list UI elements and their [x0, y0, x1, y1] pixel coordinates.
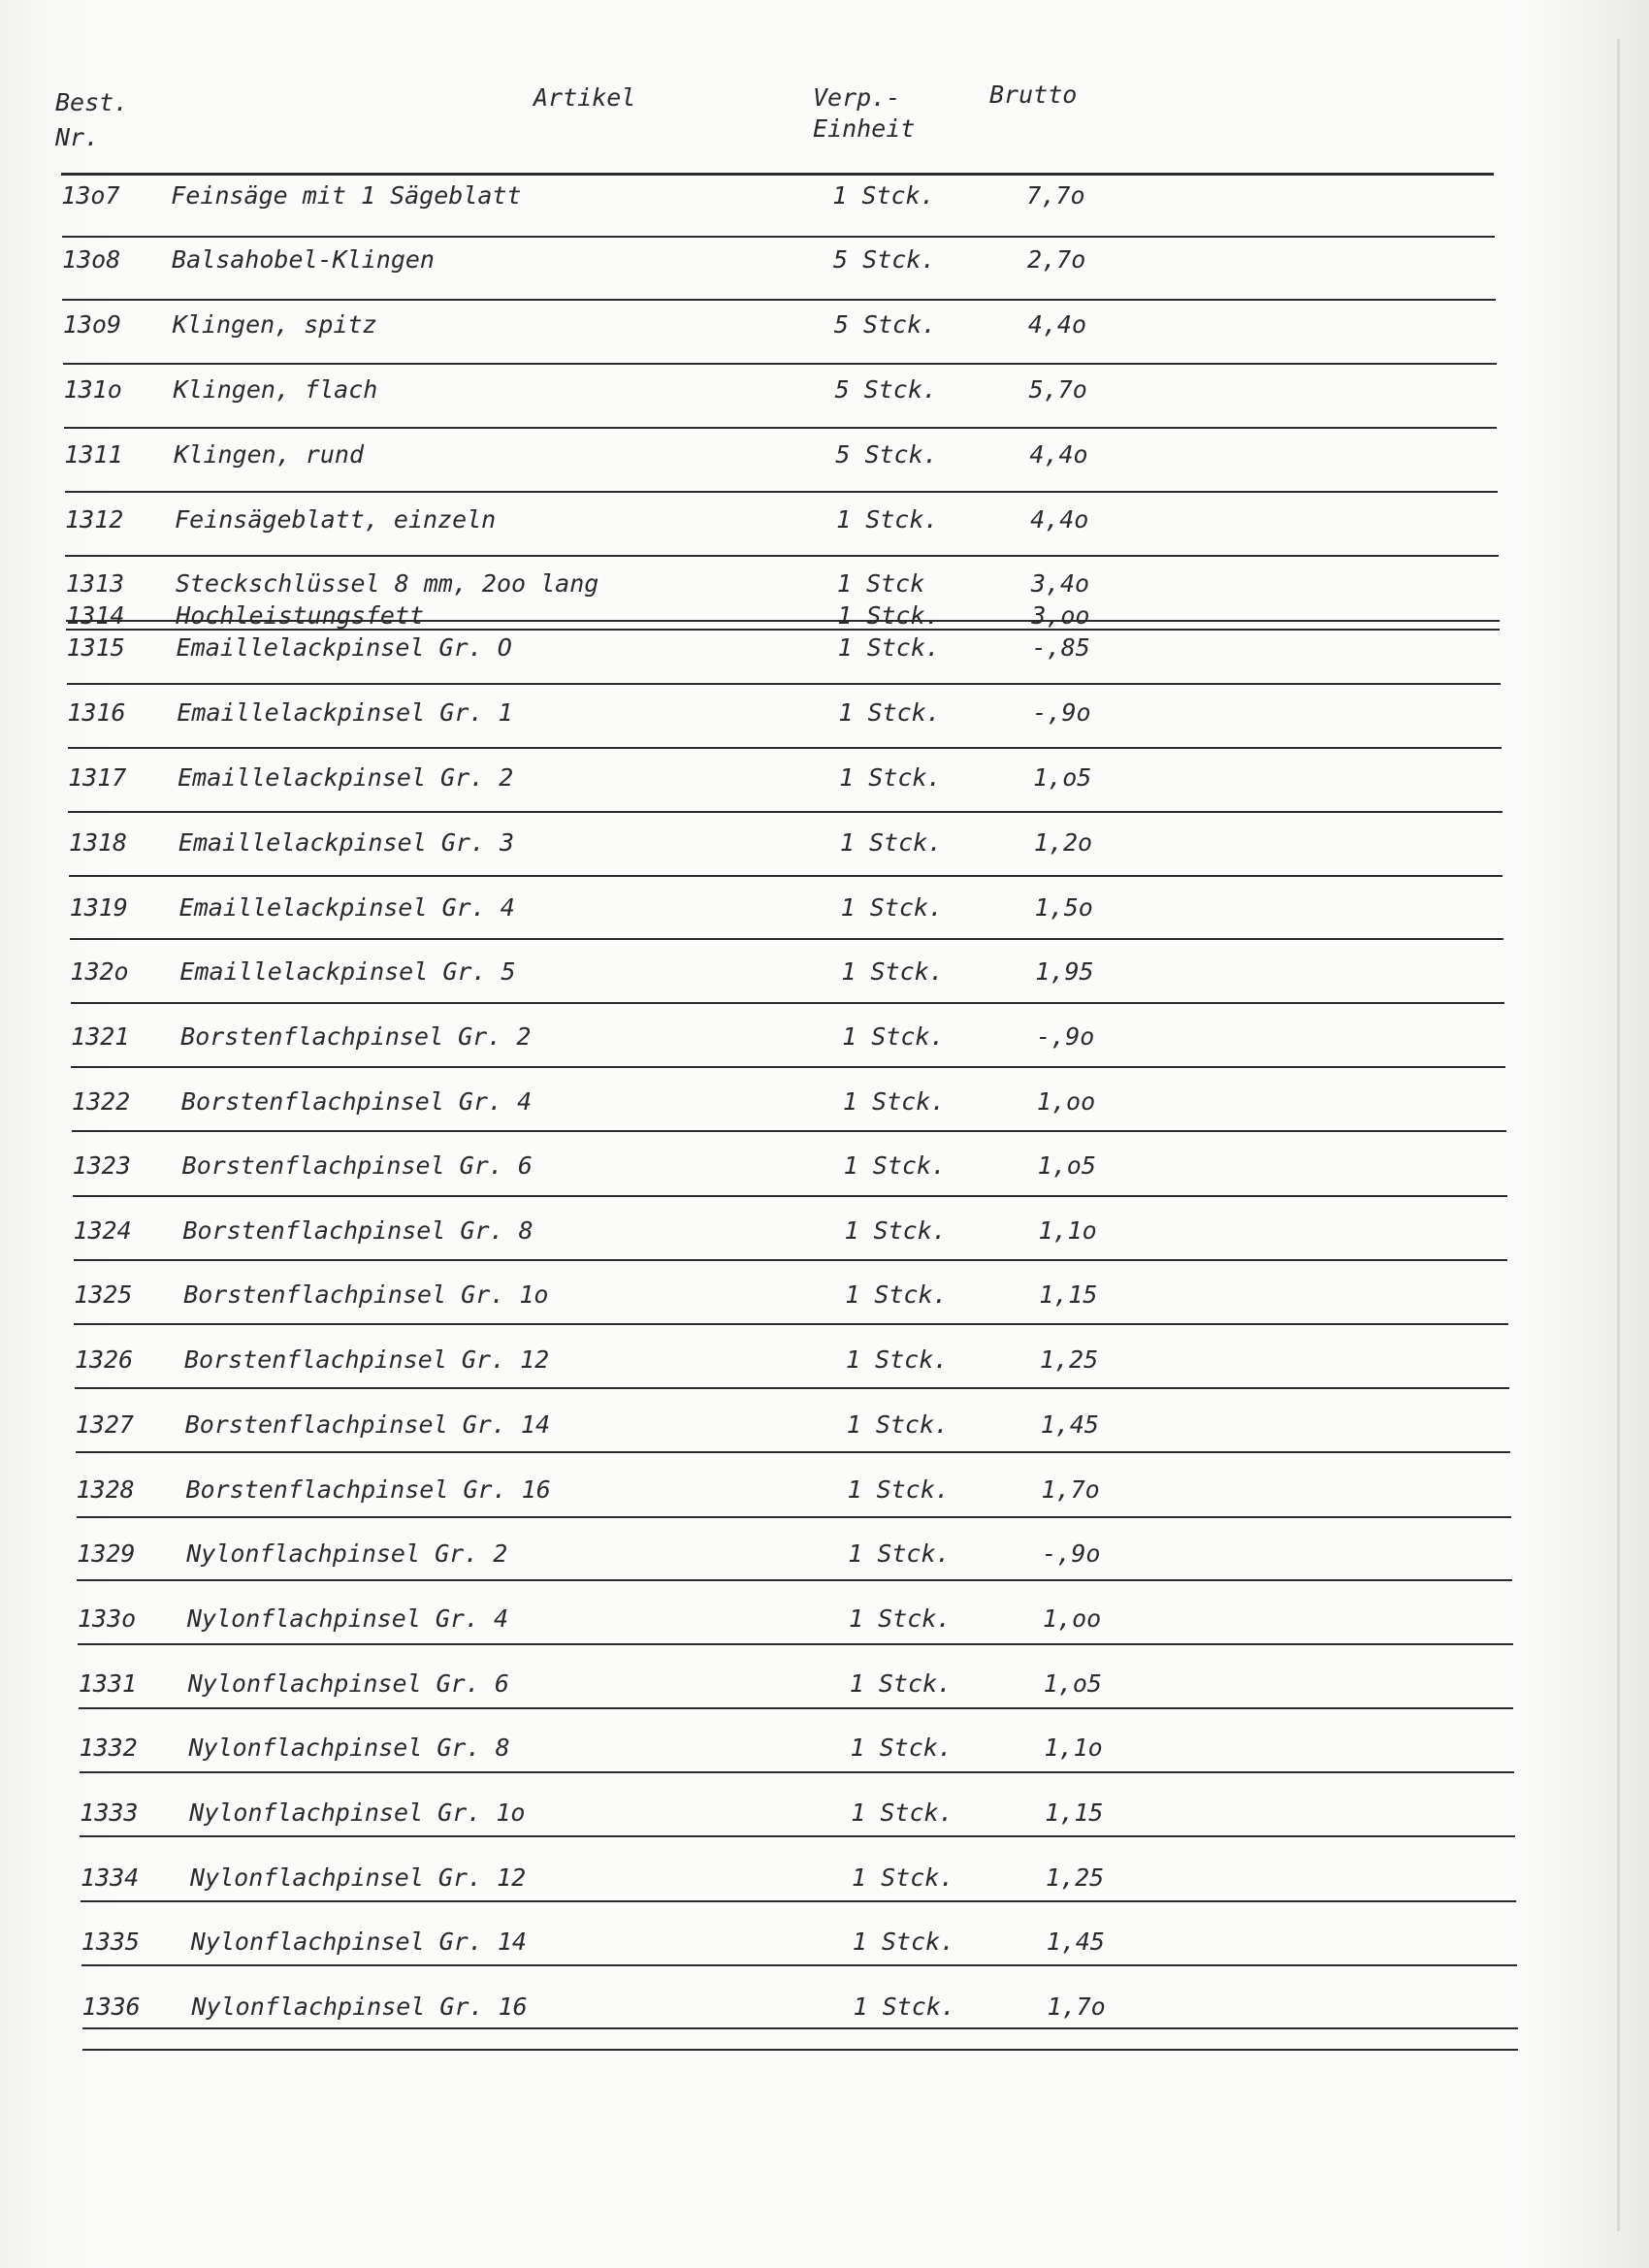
packaging-unit: 1 Stck.: [848, 1604, 952, 1633]
gross-price: 5,7o: [1028, 375, 1087, 404]
table-row: [67, 697, 1425, 729]
article-number: 1313: [65, 569, 125, 598]
article-name: Klingen, spitz: [172, 310, 377, 339]
article-number: 1315: [66, 633, 125, 662]
row-separator-line: [77, 1516, 1511, 1518]
header-artikel-label: Artikel: [534, 83, 636, 112]
table-row: [81, 1926, 1439, 1959]
article-number: 1328: [76, 1475, 135, 1504]
article-name: Feinsäge mit 1 Sägeblatt: [171, 181, 522, 210]
packaging-unit: 1 Stck: [836, 569, 925, 598]
gross-price: 1,oo: [1036, 1087, 1096, 1116]
article-name: Nylonflachpinsel Gr. 16: [191, 1993, 528, 2021]
packaging-unit: 5 Stck.: [833, 245, 936, 274]
article-number: 1321: [71, 1022, 130, 1051]
table-row: [81, 1862, 1439, 1895]
gross-price: 1,15: [1045, 1798, 1104, 1827]
article-name: Nylonflachpinsel Gr. 14: [190, 1928, 527, 1956]
header-verp-label-1: Verp.-: [813, 83, 901, 112]
table-row: [77, 1538, 1435, 1571]
article-number: 1324: [73, 1216, 132, 1245]
article-name: Nylonflachpinsel Gr. 4: [186, 1604, 509, 1633]
article-number: 1325: [74, 1280, 133, 1309]
row-separator-line: [73, 1195, 1507, 1197]
packaging-unit: 1 Stck.: [845, 1280, 948, 1309]
row-separator-line: [77, 1579, 1511, 1581]
article-number: 1314: [66, 601, 125, 630]
row-separator-line: [81, 1964, 1517, 1966]
packaging-unit: 1 Stck.: [846, 1410, 950, 1439]
table-row: [80, 1797, 1438, 1830]
packaging-unit: 1 Stck.: [845, 1345, 949, 1374]
row-separator-line: [80, 1835, 1515, 1837]
article-name: Nylonflachpinsel Gr. 8: [188, 1733, 510, 1762]
article-number: 1329: [77, 1539, 136, 1568]
packaging-unit: 1 Stck.: [849, 1669, 953, 1698]
article-name: Hochleistungsfett: [176, 601, 425, 630]
article-name: Klingen, flach: [173, 375, 378, 404]
article-number: 1317: [68, 763, 127, 792]
gross-price: 1,25: [1039, 1345, 1099, 1374]
packaging-unit: 1 Stck.: [847, 1475, 950, 1504]
gross-price: 1,1o: [1038, 1216, 1097, 1245]
article-name: Emaillelackpinsel Gr. 4: [178, 893, 515, 922]
article-name: Borstenflachpinsel Gr. 6: [181, 1151, 533, 1180]
row-separator-line: [76, 1451, 1510, 1453]
gross-price: -,9o: [1032, 698, 1091, 727]
table-row: [72, 1085, 1430, 1118]
packaging-unit: 1 Stck.: [853, 1993, 955, 2021]
article-name: Emaillelackpinsel Gr. 3: [178, 828, 515, 857]
header-verp-label-2: Einheit: [813, 114, 916, 143]
table-row: [71, 1021, 1429, 1053]
row-separator-line: [81, 1900, 1516, 1902]
packaging-unit: 1 Stck.: [836, 505, 939, 534]
table-row: [80, 1732, 1438, 1765]
article-number: 1322: [71, 1087, 131, 1116]
table-row: [73, 1215, 1431, 1247]
article-number: 1316: [67, 698, 126, 727]
article-name: Balsahobel-Klingen: [172, 245, 435, 274]
row-separator-line: [74, 1323, 1508, 1325]
gross-price: -,9o: [1036, 1022, 1095, 1051]
article-name: Borstenflachpinsel Gr. 2: [180, 1022, 532, 1051]
article-number: 1326: [74, 1345, 134, 1374]
packaging-unit: 1 Stck.: [842, 1022, 945, 1051]
table-row: [63, 308, 1421, 341]
table-row: [61, 179, 1419, 212]
article-number: 133o: [77, 1604, 137, 1633]
packaging-unit: 1 Stck.: [852, 1863, 954, 1892]
row-separator-line: [63, 363, 1496, 365]
row-separator-line: [82, 2049, 1518, 2051]
article-number: 1312: [65, 505, 124, 534]
packaging-unit: 1 Stck.: [852, 1928, 955, 1956]
row-separator-line: [68, 747, 1502, 749]
table-row: [68, 761, 1426, 794]
gross-price: -,9o: [1042, 1539, 1101, 1568]
article-number: 1318: [68, 828, 128, 857]
packaging-unit: 1 Stck.: [837, 601, 940, 630]
table-row: [67, 632, 1425, 664]
table-row: [65, 503, 1423, 536]
article-number: 1336: [81, 1993, 141, 2021]
row-separator-line: [68, 811, 1502, 813]
article-number: 1311: [64, 440, 123, 469]
gross-price: 1,o5: [1043, 1669, 1102, 1698]
article-name: Emaillelackpinsel Gr. O: [176, 633, 512, 662]
packaging-unit: 1 Stck.: [843, 1151, 947, 1180]
table-row: [66, 567, 1424, 600]
gross-price: 3,oo: [1031, 601, 1090, 630]
article-number: 1319: [69, 893, 128, 922]
article-name: Steckschlüssel 8 mm, 2oo lang: [175, 569, 599, 598]
article-number: 1331: [78, 1669, 137, 1698]
packaging-unit: 1 Stck.: [844, 1216, 947, 1245]
gross-price: 1,oo: [1042, 1604, 1102, 1633]
packaging-unit: 5 Stck.: [834, 375, 937, 404]
row-separator-line: [69, 875, 1503, 877]
row-separator-line: [74, 1259, 1508, 1261]
article-name: Nylonflachpinsel Gr. 1o: [189, 1798, 526, 1827]
table-row: [74, 1279, 1432, 1312]
packaging-unit: 1 Stck.: [850, 1733, 953, 1762]
article-name: Emaillelackpinsel Gr. 5: [179, 957, 516, 986]
gross-price: 1,45: [1040, 1410, 1099, 1439]
packaging-unit: 5 Stck.: [833, 310, 937, 339]
article-number: 1323: [72, 1151, 131, 1180]
table-row: [79, 1668, 1437, 1701]
gross-price: 1,o5: [1033, 763, 1092, 792]
article-number: 13o9: [62, 310, 122, 339]
packaging-unit: 1 Stck.: [848, 1539, 951, 1568]
row-separator-line: [79, 1707, 1513, 1709]
article-name: Borstenflachpinsel Gr. 4: [180, 1087, 533, 1116]
header-nr-label-1: Best.: [55, 88, 129, 116]
table-row: [62, 243, 1420, 276]
gross-price: 1,95: [1035, 957, 1094, 986]
gross-price: 4,4o: [1029, 440, 1088, 469]
article-number: 13o7: [61, 181, 120, 210]
packaging-unit: 1 Stck.: [842, 1087, 946, 1116]
row-separator-line: [78, 1643, 1512, 1645]
gross-price: 3,4o: [1030, 569, 1090, 598]
header-brutto-label: Brutto: [989, 81, 1078, 109]
table-row: [70, 956, 1428, 988]
article-name: Klingen, rund: [174, 440, 365, 469]
table-row: [75, 1344, 1433, 1377]
article-name: Nylonflachpinsel Gr. 6: [187, 1669, 509, 1698]
table-row: [69, 826, 1427, 859]
row-separator-line: [64, 427, 1497, 429]
packaging-unit: 1 Stck.: [838, 698, 941, 727]
row-separator-line: [82, 2027, 1518, 2029]
gross-price: 1,45: [1046, 1928, 1105, 1956]
article-name: Nylonflachpinsel Gr. 2: [186, 1539, 508, 1568]
packaging-unit: 1 Stck.: [840, 893, 944, 922]
row-separator-line: [61, 173, 1494, 176]
article-number: 13o8: [62, 245, 121, 274]
gross-price: 1,5o: [1034, 893, 1093, 922]
gross-price: 1,25: [1046, 1863, 1105, 1892]
packaging-unit: 1 Stck.: [839, 763, 942, 792]
row-separator-line: [70, 938, 1504, 940]
packaging-unit: 5 Stck.: [835, 440, 938, 469]
row-separator-line: [72, 1130, 1506, 1132]
article-number: 1335: [81, 1928, 140, 1956]
table-row: [73, 1150, 1431, 1183]
article-name: Borstenflachpinsel Gr. 14: [184, 1410, 551, 1439]
gross-price: 1,1o: [1044, 1733, 1103, 1762]
article-name: Emaillelackpinsel Gr. 1: [177, 698, 513, 727]
article-number: 1333: [80, 1798, 139, 1827]
table-row: [82, 1991, 1440, 2024]
gross-price: 4,4o: [1030, 505, 1089, 534]
article-name: Feinsägeblatt, einzeln: [175, 505, 497, 534]
article-name: Borstenflachpinsel Gr. 8: [182, 1216, 534, 1245]
packaging-unit: 1 Stck.: [837, 633, 940, 662]
gross-price: 2,7o: [1027, 245, 1086, 274]
gross-price: 4,4o: [1027, 310, 1087, 339]
row-separator-line: [62, 299, 1495, 301]
row-separator-line: [71, 1002, 1504, 1004]
packaging-unit: 1 Stck.: [832, 181, 935, 210]
table-row: [78, 1603, 1436, 1636]
header-nr-label-2: Nr.: [55, 123, 100, 151]
gross-price: 1,7o: [1041, 1475, 1100, 1504]
table-row: [76, 1409, 1434, 1442]
gross-price: 1,2o: [1033, 828, 1093, 857]
article-name: Borstenflachpinsel Gr. 16: [185, 1475, 551, 1504]
packaging-unit: 1 Stck.: [851, 1798, 954, 1827]
row-separator-line: [75, 1387, 1509, 1389]
article-name: Borstenflachpinsel Gr. 12: [183, 1345, 550, 1374]
row-separator-line: [80, 1771, 1515, 1773]
article-name: Nylonflachpinsel Gr. 12: [190, 1863, 527, 1892]
gross-price: -,85: [1031, 633, 1090, 662]
article-name: Emaillelackpinsel Gr. 2: [178, 763, 514, 792]
row-separator-line: [67, 683, 1501, 685]
article-number: 1327: [75, 1410, 134, 1439]
table-row: [64, 438, 1422, 471]
gross-price: 1,o5: [1037, 1151, 1096, 1180]
gross-price: 7,7o: [1026, 181, 1085, 210]
row-separator-line: [65, 555, 1499, 557]
table-row: [70, 891, 1428, 924]
table-row: [64, 373, 1422, 406]
packaging-unit: 1 Stck.: [839, 828, 943, 857]
packaging-unit: 1 Stck.: [841, 957, 944, 986]
article-number: 131o: [63, 375, 122, 404]
gross-price: 1,7o: [1047, 1993, 1106, 2021]
gross-price: 1,15: [1039, 1280, 1098, 1309]
article-number: 132o: [70, 957, 129, 986]
article-name: Borstenflachpinsel Gr. 1o: [183, 1280, 549, 1309]
row-separator-line: [65, 491, 1499, 493]
article-number: 1334: [81, 1863, 140, 1892]
article-number: 1332: [79, 1733, 138, 1762]
row-separator-line: [71, 1066, 1504, 1068]
row-separator-line: [62, 236, 1495, 238]
table-row: [76, 1474, 1434, 1507]
table-row: [66, 599, 1424, 632]
